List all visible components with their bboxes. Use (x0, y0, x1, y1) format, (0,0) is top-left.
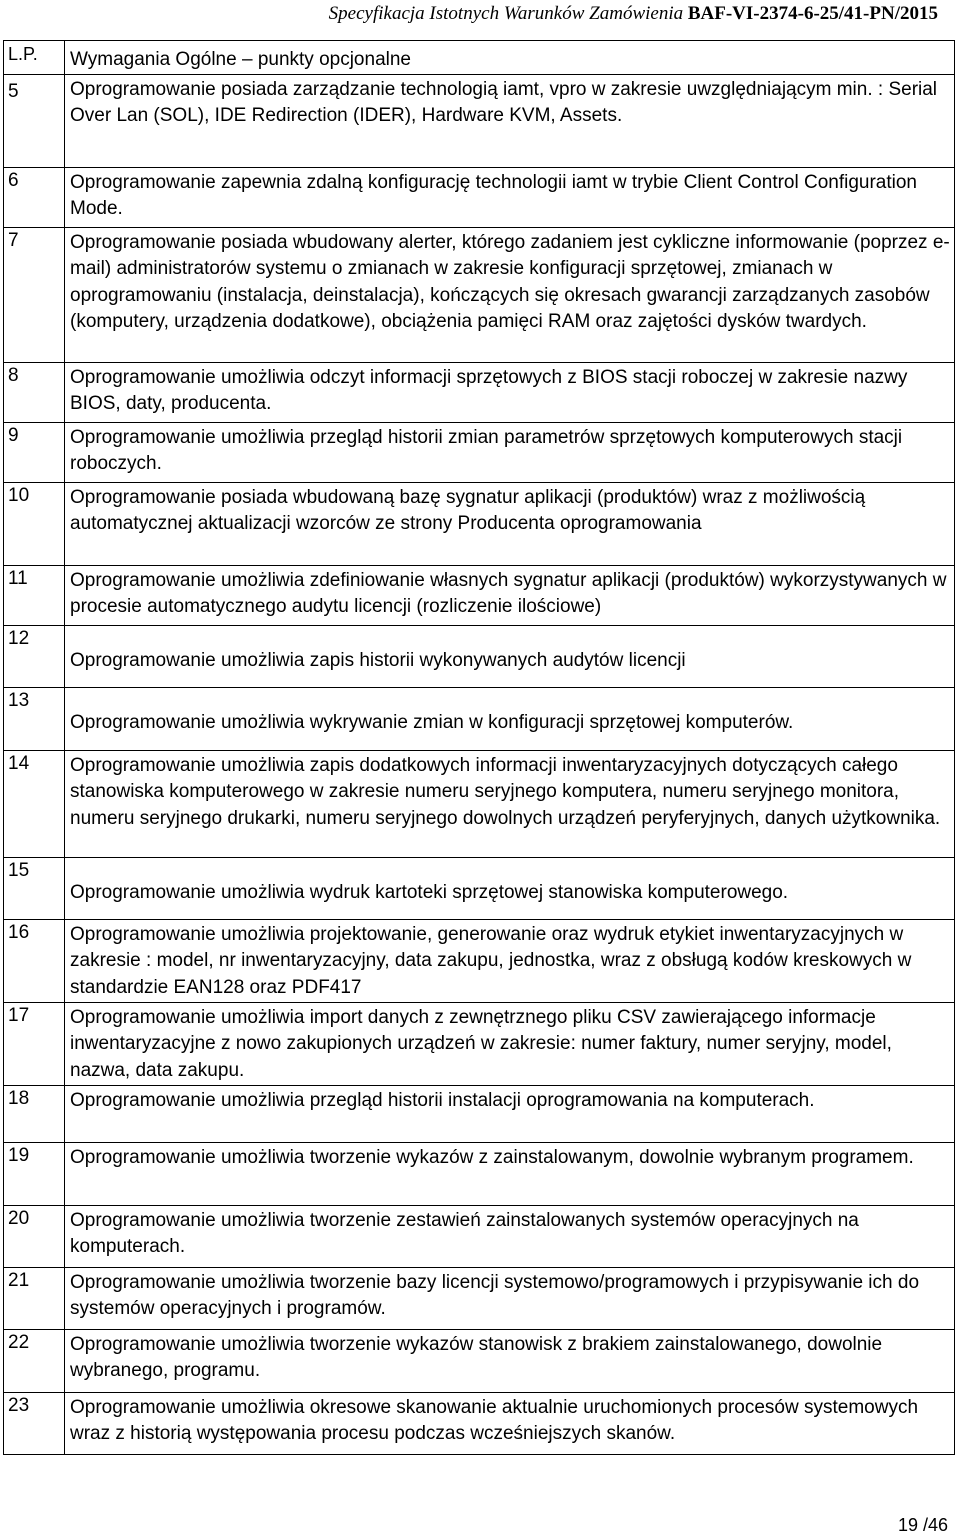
row-number: 22 (4, 1329, 65, 1392)
table-row (4, 167, 955, 227)
row-number: 9 (4, 422, 65, 482)
header-title: Specyfikacja Istotnych Warunków Zamówienia (328, 3, 684, 24)
row-number: 21 (4, 1267, 65, 1329)
table-row (4, 1002, 955, 1085)
row-text: Oprogramowanie umożliwia tworzenie wykazów z zainstalowanym, dowolnie wybranym programem. (65, 1142, 955, 1205)
table-header-row (4, 41, 955, 75)
row-number: 12 (4, 625, 65, 687)
table-row (4, 227, 955, 362)
row-text: Oprogramowanie umożliwia okresowe skanowanie aktualnie uruchomionych procesów systemowych wraz z historią występowania procesu podczas wcześniejszych skanów. (65, 1392, 955, 1454)
row-number: 23 (4, 1392, 65, 1454)
table-row (4, 565, 955, 625)
row-number: 11 (4, 565, 65, 625)
row-number: 14 (4, 750, 65, 857)
table-row (4, 750, 955, 857)
document-header (0, 0, 938, 28)
table-row (4, 1267, 955, 1329)
row-number: 20 (4, 1205, 65, 1267)
page-number: 19 /46 (897, 1515, 948, 1535)
requirements-table (3, 40, 955, 1455)
table-row (4, 1205, 955, 1267)
row-text: Oprogramowanie umożliwia zdefiniowanie własnych sygnatur aplikacji (produktów) wykorzystywanych w procesie automatycznego audytu licencji (rozliczenie ilościowe) (65, 565, 955, 625)
row-text: Oprogramowanie umożliwia przegląd historii instalacji oprogramowania na komputerach. (65, 1085, 955, 1142)
row-text: Oprogramowanie posiada zarządzanie technologią iamt, vpro w zakresie uwzględniającym min. : Serial Over Lan (SOL), IDE Redirection (IDER), Hardware KVM, Assets. (65, 74, 955, 167)
row-text: Oprogramowanie umożliwia przegląd historii zmian parametrów sprzętowych komputerowych stacji roboczych. (65, 422, 955, 482)
table-row (4, 857, 955, 919)
row-text: Oprogramowanie posiada wbudowany alerter, którego zadaniem jest cykliczne informowanie (poprzez e-mail) administratorów systemu o zmianach w zakresie konfiguracji sprzętowej, zmianach w oprogramowaniu (instalacja, deinstalacja), kończących się okresach gwarancji zarządzanych zasobów (komputery, urządzenia dodatkowe), obciążenia pamięci RAM oraz zajętości dysków twardych. (65, 227, 955, 362)
row-number: 19 (4, 1142, 65, 1205)
table-row (4, 422, 955, 482)
lp-header: L.P. (4, 41, 65, 75)
table-row (4, 1392, 955, 1454)
row-text: Oprogramowanie umożliwia tworzenie wykazów stanowisk z brakiem zainstalowanego, dowolnie wybranego, programu. (65, 1329, 955, 1392)
row-text: Oprogramowanie umożliwia import danych z zewnętrznego pliku CSV zawierającego informacje inwentaryzacyjne z nowo zakupionych urządzeń w zakresie: numer faktury, numer seryjny, model, nazwa, data zakupu. (65, 1002, 955, 1085)
row-text: Oprogramowanie umożliwia wykrywanie zmian w konfiguracji sprzętowej komputerów. (65, 687, 955, 750)
row-text: Oprogramowanie umożliwia zapis historii wykonywanych audytów licencji (65, 625, 955, 687)
header-reference: BAF-VI-2374-6-25/41-PN/2015 (687, 3, 938, 24)
table-row (4, 1142, 955, 1205)
row-text: Oprogramowanie umożliwia zapis dodatkowych informacji inwentaryzacyjnych dotyczących całego stanowiska komputerowego w zakresie numeru seryjnego komputera, numeru seryjnego monitora, numeru seryjnego drukarki, numeru seryjnego dowolnych urządzeń peryferyjnych, danych użytkownika. (65, 750, 955, 857)
row-number: 6 (4, 167, 65, 227)
requirements-title: Wymagania Ogólne – punkty opcjonalne (65, 41, 955, 75)
row-number: 8 (4, 362, 65, 422)
row-text: Oprogramowanie posiada wbudowaną bazę sygnatur aplikacji (produktów) wraz z możliwością automatycznej aktualizacji wzorców ze strony Producenta oprogramowania (65, 482, 955, 565)
table-row (4, 1085, 955, 1142)
row-text: Oprogramowanie umożliwia odczyt informacji sprzętowych z BIOS stacji roboczej w zakresie nazwy BIOS, daty, producenta. (65, 362, 955, 422)
row-text: Oprogramowanie umożliwia tworzenie zestawień zainstalowanych systemów operacyjnych na komputerach. (65, 1205, 955, 1267)
row-number: 15 (4, 857, 65, 919)
row-number: 5 (4, 74, 65, 167)
table-row (4, 482, 955, 565)
row-number: 16 (4, 919, 65, 1002)
row-number: 18 (4, 1085, 65, 1142)
table-row (4, 1329, 955, 1392)
row-number: 13 (4, 687, 65, 750)
table-row (4, 687, 955, 750)
row-text: Oprogramowanie umożliwia wydruk kartoteki sprzętowej stanowiska komputerowego. (65, 857, 955, 919)
row-text: Oprogramowanie umożliwia tworzenie bazy licencji systemowo/programowych i przypisywanie ich do systemów operacyjnych i programów. (65, 1267, 955, 1329)
table-row (4, 362, 955, 422)
row-number: 7 (4, 227, 65, 362)
table-row (4, 625, 955, 687)
table-row (4, 919, 955, 1002)
row-text: Oprogramowanie umożliwia projektowanie, generowanie oraz wydruk etykiet inwentaryzacyjnych w zakresie : model, nr inwentaryzacyjny, data zakupu, jednostka, wraz z obsługą kodów kreskowych w standardzie EAN128 oraz PDF417 (65, 919, 955, 1002)
row-text: Oprogramowanie zapewnia zdalną konfigurację technologii iamt w trybie Client Control Configuration Mode. (65, 167, 955, 227)
table-row (4, 74, 955, 167)
row-number: 17 (4, 1002, 65, 1085)
row-number: 10 (4, 482, 65, 565)
